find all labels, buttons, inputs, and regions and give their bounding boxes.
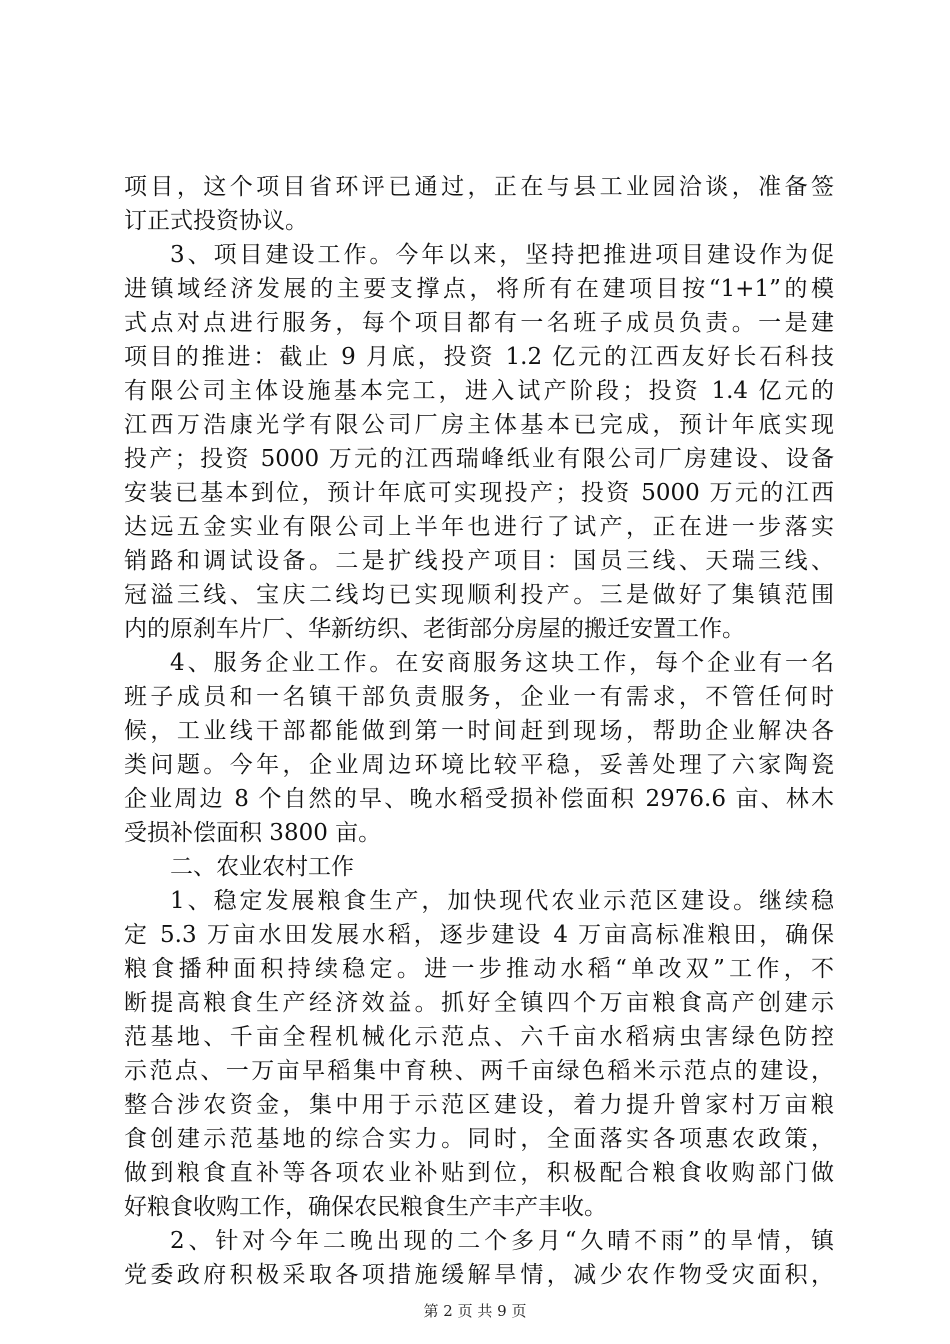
text-line: 断提高粮食生产经济效益。抓好全镇四个万亩粮食高产创建示: [124, 990, 834, 1016]
text-line: 项目的推进：截止 9 月底，投资 1.2 亿元的江西友好长石科技: [124, 344, 834, 370]
page-footer: 第 2 页 共 9 页: [423, 1302, 527, 1320]
text-line: 销路和调试设备。二是扩线投产项目：国员三线、天瑞三线、: [124, 548, 834, 574]
paragraph-start-line: 1、稳定发展粮食生产，加快现代农业示范区建设。继续稳: [170, 888, 834, 914]
document-body: [124, 170, 834, 1292]
text-line: 做到粮食直补等各项农业补贴到位，积极配合粮食收购部门做: [124, 1160, 834, 1186]
text-line: 内的原刹车片厂、华新纺织、老街部分房屋的搬迁安置工作。: [124, 616, 745, 642]
text-line: 冠溢三线、宝庆二线均已实现顺利投产。三是做好了集镇范围: [124, 582, 834, 608]
text-line: 定 5.3 万亩水田发展水稻，逐步建设 4 万亩高标准粮田，确保: [124, 922, 834, 948]
text-line: 食创建示范基地的综合实力。同时，全面落实各项惠农政策，: [124, 1126, 834, 1152]
text-line: 整合涉农资金，集中用于示范区建设，着力提升曾家村万亩粮: [124, 1092, 834, 1118]
text-line: 投产；投资 5000 万元的江西瑞峰纸业有限公司厂房建设、设备: [124, 446, 834, 472]
paragraph-start-line: 2、针对今年二晚出现的二个多月“久晴不雨”的旱情，镇: [170, 1228, 834, 1254]
paragraph-start-line: 4、服务企业工作。在安商服务这块工作，每个企业有一名: [170, 650, 834, 676]
text-line: 进镇域经济发展的主要支撑点，将所有在建项目按“1+1”的模: [124, 276, 834, 302]
text-line: 受损补偿面积 3800 亩。: [124, 820, 382, 846]
text-line: 订正式投资协议。: [124, 208, 308, 234]
section-heading: 二、农业农村工作: [170, 854, 354, 880]
text-line: 好粮食收购工作，确保农民粮食生产丰产丰收。: [124, 1194, 607, 1220]
text-line: 企业周边 8 个自然的早、晚水稻受损补偿面积 2976.6 亩、林木: [124, 786, 834, 812]
text-line: 范基地、千亩全程机械化示范点、六千亩水稻病虫害绿色防控: [124, 1024, 834, 1050]
text-line: 党委政府积极采取各项措施缓解旱情，减少农作物受灾面积，: [124, 1262, 834, 1288]
text-line: 班子成员和一名镇干部负责服务，企业一有需求，不管任何时: [124, 684, 834, 710]
text-line: 式点对点进行服务，每个项目都有一名班子成员负责。一是建: [124, 310, 834, 336]
text-line: 安装已基本到位，预计年底可实现投产；投资 5000 万元的江西: [124, 480, 834, 506]
text-line: 有限公司主体设施基本完工，进入试产阶段；投资 1.4 亿元的: [124, 378, 834, 404]
text-line: 候，工业线干部都能做到第一时间赶到现场，帮助企业解决各: [124, 718, 834, 744]
paragraph-start-line: 3、项目建设工作。今年以来，坚持把推进项目建设作为促: [170, 242, 834, 268]
text-line: 达远五金实业有限公司上半年也进行了试产，正在进一步落实: [124, 514, 834, 540]
text-line: 江西万浩康光学有限公司厂房主体基本已完成，预计年底实现: [124, 412, 834, 438]
text-line: 类问题。今年，企业周边环境比较平稳，妥善处理了六家陶瓷: [124, 752, 834, 778]
text-line: 示范点、一万亩早稻集中育秧、两千亩绿色稻米示范点的建设，: [124, 1058, 834, 1084]
text-line: 粮食播种面积持续稳定。进一步推动水稻“单改双”工作，不: [124, 956, 834, 982]
text-line: 项目，这个项目省环评已通过，正在与县工业园洽谈，准备签: [124, 174, 834, 200]
